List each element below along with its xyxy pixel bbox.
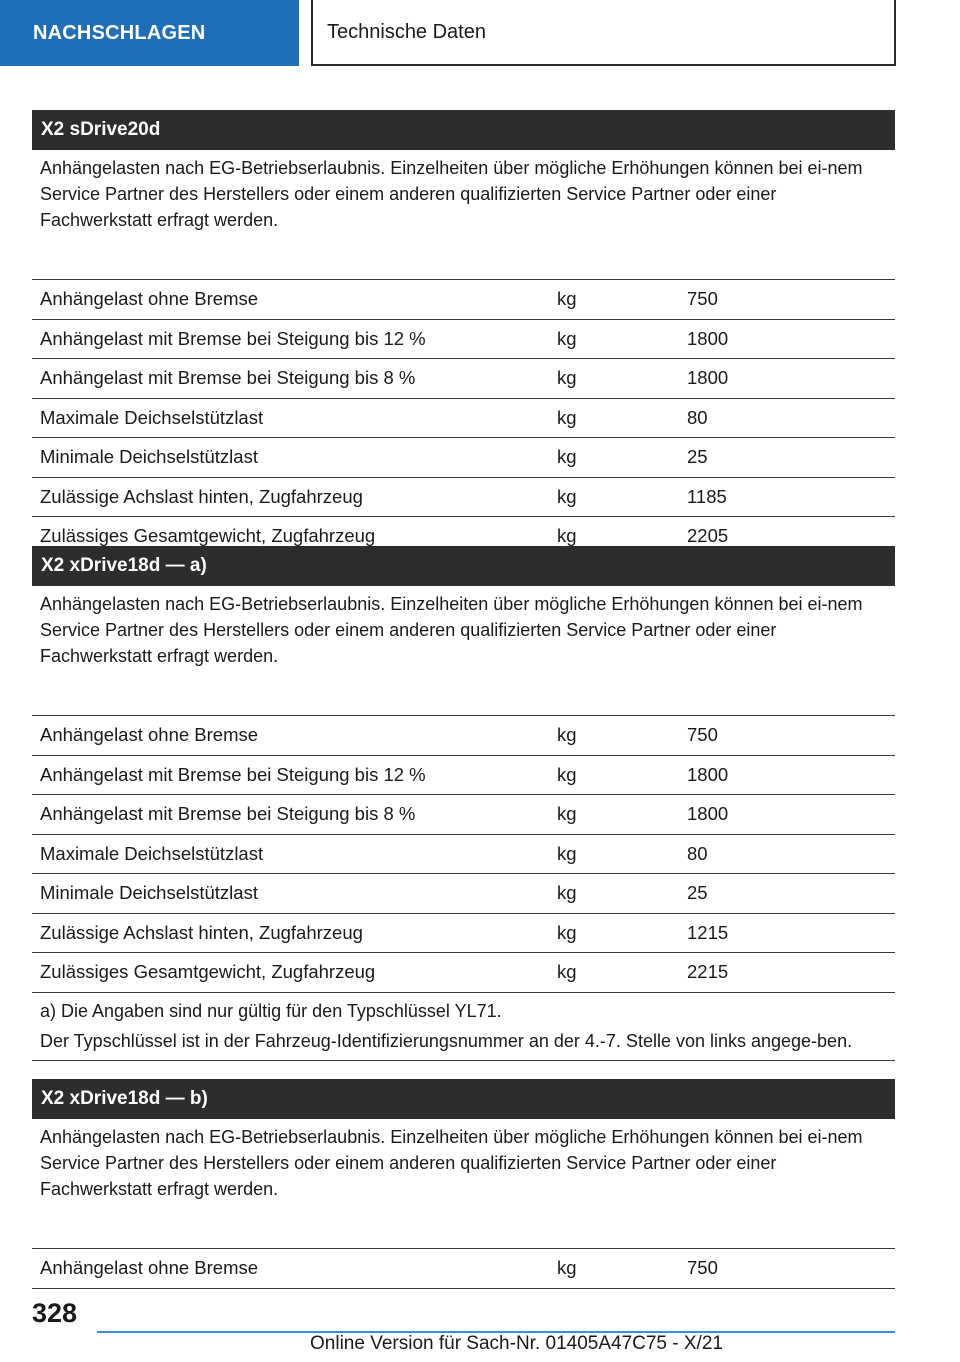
row-unit: kg xyxy=(557,288,577,310)
section-heading: X2 xDrive18d — a) xyxy=(32,546,895,586)
chapter-title-box xyxy=(311,0,896,66)
row-unit: kg xyxy=(557,367,577,389)
footnote xyxy=(32,993,895,1061)
row-label: Anhängelast mit Bremse bei Steigung bis 12 % xyxy=(40,763,426,785)
row-value: 80 xyxy=(687,406,708,428)
section-x2-xdrive18d-b xyxy=(32,1079,895,1289)
section-tab-label: NACHSCHLAGEN xyxy=(33,21,206,44)
row-label: Zulässige Achslast hinten, Zugfahrzeug xyxy=(40,921,363,943)
row-label: Anhängelast ohne Bremse xyxy=(40,288,259,310)
row-value: 1800 xyxy=(687,803,729,825)
row-label: Maximale Deichselstützlast xyxy=(40,406,264,428)
table-row xyxy=(32,280,895,320)
row-value: 2215 xyxy=(687,961,729,983)
footnote-line: Der Typschlüssel ist in der Fahrzeug-Identifizierungsnummer an der 4.-7. Stelle von links angege-ben. xyxy=(40,1030,853,1051)
footnote-line: a) Die Angaben sind nur gültig für den Typschlüssel YL71. xyxy=(40,1000,502,1021)
row-unit: kg xyxy=(557,327,577,349)
row-unit: kg xyxy=(557,724,577,746)
row-label: Anhängelast ohne Bremse xyxy=(40,1257,259,1279)
table-row xyxy=(32,914,895,954)
row-value: 25 xyxy=(687,882,708,904)
section-x2-sdrive20d xyxy=(32,110,895,557)
table-row xyxy=(32,359,895,399)
row-label: Anhängelast mit Bremse bei Steigung bis 8 % xyxy=(40,803,416,825)
row-unit: kg xyxy=(557,1257,577,1279)
table-row xyxy=(32,874,895,914)
row-label: Anhängelast mit Bremse bei Steigung bis 8 % xyxy=(40,367,416,389)
row-value: 1800 xyxy=(687,327,729,349)
row-unit: kg xyxy=(557,961,577,983)
row-label: Anhängelast mit Bremse bei Steigung bis 12 % xyxy=(40,327,426,349)
row-unit: kg xyxy=(557,842,577,864)
row-value: 1215 xyxy=(687,921,729,943)
chapter-title: Technische Daten xyxy=(327,20,486,43)
table-row xyxy=(32,716,895,756)
table-row xyxy=(32,795,895,835)
row-value: 1800 xyxy=(687,367,729,389)
row-unit: kg xyxy=(557,803,577,825)
row-label: Maximale Deichselstützlast xyxy=(40,842,264,864)
section-description: Anhängelasten nach EG-Betriebserlaubnis. Einzelheiten über mögliche Erhöhungen können bei ei-nem Service Partner des Herstellers oder einem anderen qualifizierten Service Partner oder einer Fachwerkstatt erfragt werden. xyxy=(32,1119,895,1249)
section-description: Anhängelasten nach EG-Betriebserlaubnis. Einzelheiten über mögliche Erhöhungen können bei ei-nem Service Partner des Herstellers oder einem anderen qualifizierten Service Partner oder einer Fachwerkstatt erfragt werden. xyxy=(32,150,895,280)
row-unit: kg xyxy=(557,921,577,943)
row-value: 750 xyxy=(687,288,718,310)
section-heading: X2 xDrive18d — b) xyxy=(32,1079,895,1119)
row-unit: kg xyxy=(557,446,577,468)
row-label: Zulässiges Gesamtgewicht, Zugfahrzeug xyxy=(40,525,376,547)
table-row xyxy=(32,1249,895,1289)
row-unit: kg xyxy=(557,406,577,428)
table-row xyxy=(32,320,895,360)
row-value: 750 xyxy=(687,724,718,746)
row-label: Minimale Deichselstützlast xyxy=(40,446,258,468)
table-row xyxy=(32,835,895,875)
row-value: 750 xyxy=(687,1257,718,1279)
row-label: Zulässige Achslast hinten, Zugfahrzeug xyxy=(40,485,363,507)
row-value: 2205 xyxy=(687,525,729,547)
online-version-note: Online Version für Sach-Nr. 01405A47C75 - X/21 xyxy=(310,1333,723,1354)
section-heading: X2 sDrive20d xyxy=(32,110,895,150)
row-unit: kg xyxy=(557,882,577,904)
row-value: 1800 xyxy=(687,763,729,785)
row-unit: kg xyxy=(557,763,577,785)
table-row xyxy=(32,478,895,518)
row-label: Minimale Deichselstützlast xyxy=(40,882,258,904)
row-unit: kg xyxy=(557,525,577,547)
table-row xyxy=(32,438,895,478)
row-value: 80 xyxy=(687,842,708,864)
table-row xyxy=(32,953,895,993)
section-x2-xdrive18d-a xyxy=(32,546,895,1061)
row-label: Anhängelast ohne Bremse xyxy=(40,724,259,746)
row-value: 1185 xyxy=(687,485,727,507)
section-tab-nachschlagen[interactable] xyxy=(0,0,299,66)
table-row xyxy=(32,756,895,796)
row-label: Zulässiges Gesamtgewicht, Zugfahrzeug xyxy=(40,961,376,983)
row-value: 25 xyxy=(687,446,708,468)
page-number: 328 xyxy=(32,1298,78,1328)
table-row xyxy=(32,399,895,439)
row-unit: kg xyxy=(557,485,577,507)
section-description: Anhängelasten nach EG-Betriebserlaubnis. Einzelheiten über mögliche Erhöhungen können bei ei-nem Service Partner des Herstellers oder einem anderen qualifizierten Service Partner oder einer Fachwerkstatt erfragt werden. xyxy=(32,586,895,716)
